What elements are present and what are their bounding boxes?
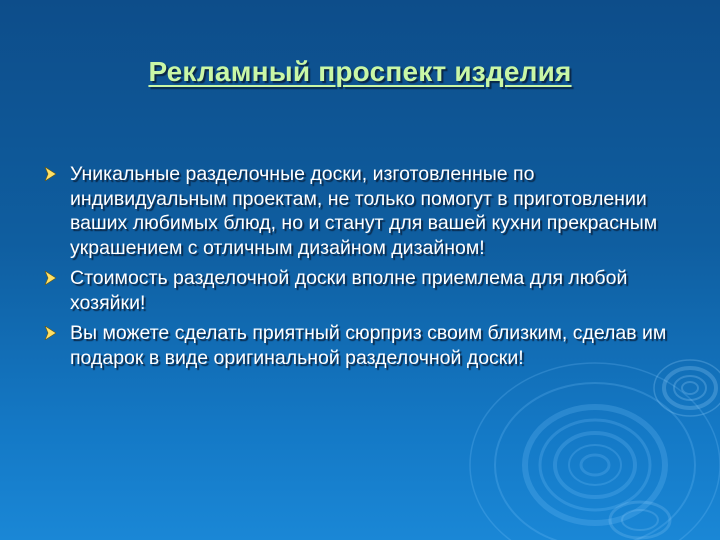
- arrowhead-bullet-icon: [44, 326, 56, 340]
- bullet-item: [44, 162, 684, 260]
- arrowhead-bullet-icon: [44, 271, 56, 285]
- bullet-list: [44, 162, 684, 376]
- bullet-text: Стоимость разделочной доски вполне приемлема для любой хозяйки!: [70, 267, 628, 314]
- arrowhead-bullet-icon: [44, 167, 56, 181]
- bullet-text: Вы можете сделать приятный сюрприз своим близким, сделав им подарок в виде оригинальной разделочной доски!: [70, 322, 667, 369]
- slide-title: Рекламный проспект изделия: [148, 56, 572, 87]
- bullet-item: [44, 321, 684, 370]
- bullet-text: Уникальные разделочные доски, изготовленные по индивидуальным проектам, не только помогут в приготовлении ваших любимых блюд, но и станут для вашей кухни прекрасным украшением с отличным дизайном дизайном!: [70, 163, 658, 259]
- bullet-item: [44, 266, 684, 315]
